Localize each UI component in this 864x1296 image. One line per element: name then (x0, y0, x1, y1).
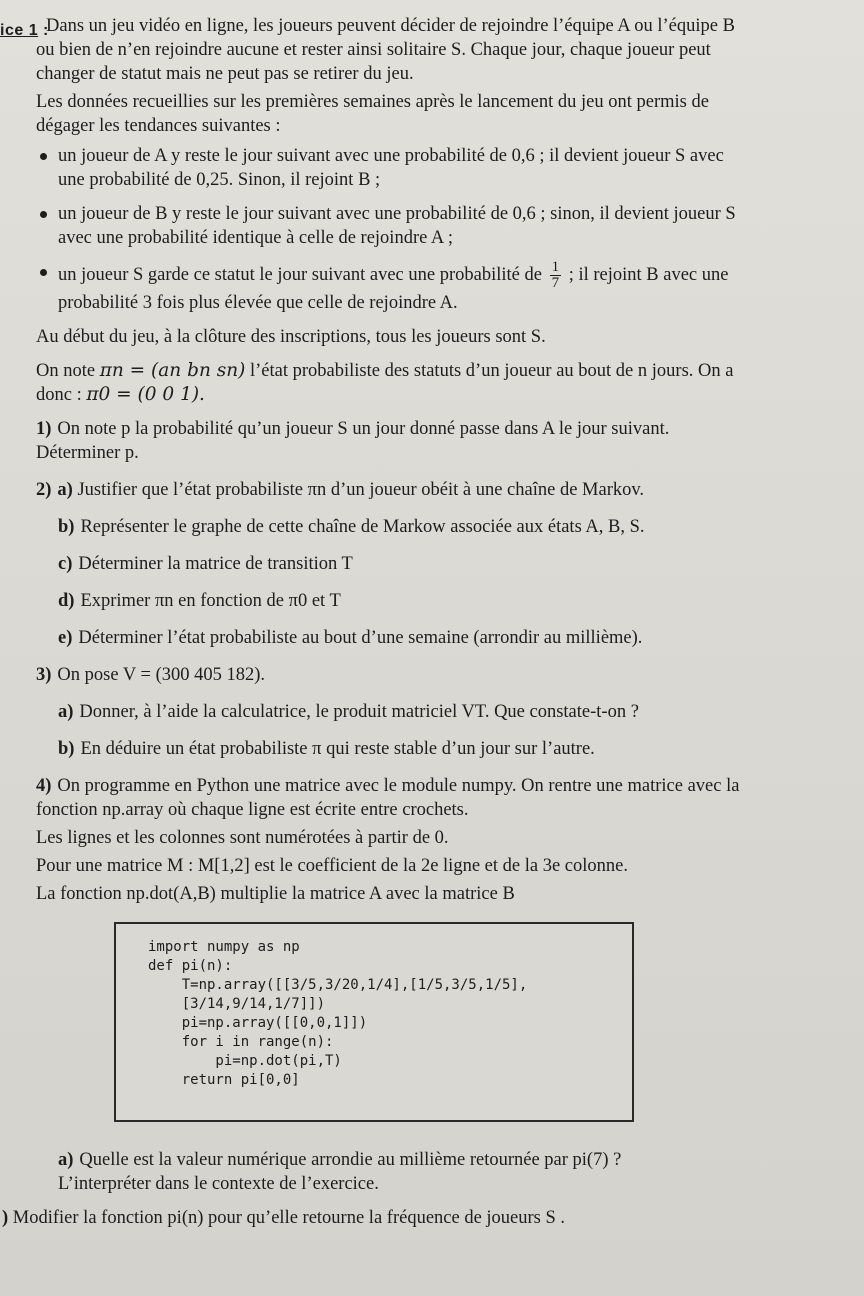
question-4-number: 4) (36, 776, 52, 796)
question-4b (2, 1206, 748, 1230)
trend-item-s-text-2: ; il rejoint B avec une probabilité 3 fois plus élevée que celle de rejoindre A. (58, 264, 729, 313)
question-1 (36, 417, 748, 465)
question-2e-letter: e) (58, 628, 73, 648)
question-3a-letter: a) (58, 702, 74, 722)
question-2d (36, 589, 748, 613)
question-2a-text: Justifier que l’état probabiliste πn d’un joueur obéit à une chaîne de Markov. (77, 480, 645, 500)
exercise-colon: : (38, 22, 49, 39)
question-2b-text: Représenter le graphe de cette chaîne de Markow associée aux états A, B, S. (80, 517, 645, 537)
question-4-text-4: La fonction np.dot(A,B) multiplie la matrice A avec la matrice B (36, 884, 515, 904)
python-code-box (114, 922, 634, 1122)
question-4a-text-2: L’interpréter dans le contexte de l’exercice. (58, 1174, 379, 1194)
question-4 (36, 774, 748, 906)
question-2c (36, 552, 748, 576)
question-2d-letter: d) (58, 591, 75, 611)
question-4-text-3: Pour une matrice M : M[1,2] est le coefficient de la 2e ligne et de la 3e colonne. (36, 856, 628, 876)
code-line-8: return pi[0,0] (148, 1072, 300, 1088)
code-questions (2, 1148, 748, 1230)
trend-list (36, 144, 748, 315)
question-3-number: 3) (36, 665, 52, 685)
notation-paragraph (36, 359, 748, 407)
start-paragraph: Au début du jeu, à la clôture des inscriptions, tous les joueurs sont S. (36, 327, 546, 347)
intro-paragraph-2: Les données recueillies sur les premières semaines après le lancement du jeu ont permis de dégager les tendances suivantes : (36, 92, 709, 136)
trend-item-s (36, 260, 748, 315)
question-2c-text: Déterminer la matrice de transition T (78, 554, 353, 574)
question-3b (36, 737, 748, 761)
fraction-one-seventh (550, 260, 562, 291)
trend-item-b: un joueur de B y reste le jour suivant avec une probabilité de 0,6 ; sinon, il devient joueur S avec une probabilité identique à celle de rejoindre A ; (36, 202, 748, 250)
question-3a (36, 700, 748, 724)
question-3b-text: En déduire un état probabiliste π qui reste stable d’un jour sur l’autre. (80, 739, 595, 759)
question-3b-letter: b) (58, 739, 75, 759)
question-2c-letter: c) (58, 554, 73, 574)
question-4-text-2: Les lignes et les colonnes sont numérotées à partir de 0. (36, 828, 449, 848)
question-4a-letter: a) (58, 1150, 74, 1170)
notation-text-1: On note (36, 361, 96, 381)
trend-item-s-text-1: un joueur S garde ce statut le jour suivant avec une probabilité de (58, 264, 542, 285)
question-4a-text: Quelle est la valeur numérique arrondie au millième retournée par pi(7) ? (79, 1150, 622, 1170)
question-2e-text: Déterminer l’état probabiliste au bout d’une semaine (arrondir au millième). (78, 628, 643, 648)
exercise-label: ice 1 (0, 22, 39, 39)
code-line-2: def pi(n): (148, 958, 233, 974)
fraction-denominator: 7 (551, 275, 560, 291)
question-3 (36, 663, 748, 687)
question-4b-letter: ) (2, 1208, 9, 1228)
notation-text-2: l’état probabiliste des statuts d’un joueur au bout de n jours. On a donc : (36, 361, 734, 405)
question-1-number: 1) (36, 419, 52, 439)
question-4a (36, 1148, 748, 1196)
question-3a-text: Donner, à l’aide la calculatrice, le produit matriciel VT. Que constate-t-on ? (79, 702, 639, 722)
question-1-text: On note p la probabilité qu’un joueur S un jour donné passe dans A le jour suivant. Déterminer p. (36, 419, 670, 463)
question-3-text: On pose V = (300 405 182). (57, 665, 266, 685)
question-2-number: 2) (36, 480, 52, 500)
state-vector-formula: πn = (an bn sn) (99, 360, 246, 381)
questions (36, 417, 748, 906)
question-4b-text: Modifier la fonction pi(n) pour qu’elle retourne la fréquence de joueurs S . (12, 1208, 566, 1228)
code-line-4: [3/14,9/14,1/7]]) (148, 996, 326, 1012)
fraction-numerator: 1 (551, 259, 560, 275)
question-4-text-1: On programme en Python une matrice avec le module numpy. On rentre une matrice avec la fonction np.array où chaque ligne est écrite entre crochets. (36, 776, 740, 820)
question-2b (36, 515, 748, 539)
initial-state-formula: π0 = (0 0 1). (86, 384, 205, 405)
code-line-6: for i in range(n): (148, 1034, 334, 1050)
question-2a (36, 478, 748, 502)
question-2b-letter: b) (58, 517, 75, 537)
trend-item-a: un joueur de A y reste le jour suivant avec une probabilité de 0,6 ; il devient joueur S avec une probabilité de 0,25. Sinon, il rejoint B ; (36, 144, 748, 192)
question-2d-text: Exprimer πn en fonction de π0 et T (80, 591, 341, 611)
question-2e (36, 626, 748, 650)
code-line-5: pi=np.array([[0,0,1]]) (148, 1015, 368, 1031)
intro-paragraph-1: Dans un jeu vidéo en ligne, les joueurs peuvent décider de rejoindre l’équipe A ou l’équipe B ou bien de n’en rejoindre aucune et rester ainsi solitaire S. Chaque jour, chaque joueur peut changer de statut mais ne peut pas se retirer du jeu. (36, 16, 735, 84)
code-line-7: pi=np.dot(pi,T) (148, 1053, 342, 1069)
question-2a-letter: a) (57, 480, 73, 500)
code-line-1: import numpy as np (148, 939, 300, 955)
code-line-3: T=np.array([[3/5,3/20,1/4],[1/5,3/5,1/5], (148, 977, 528, 993)
